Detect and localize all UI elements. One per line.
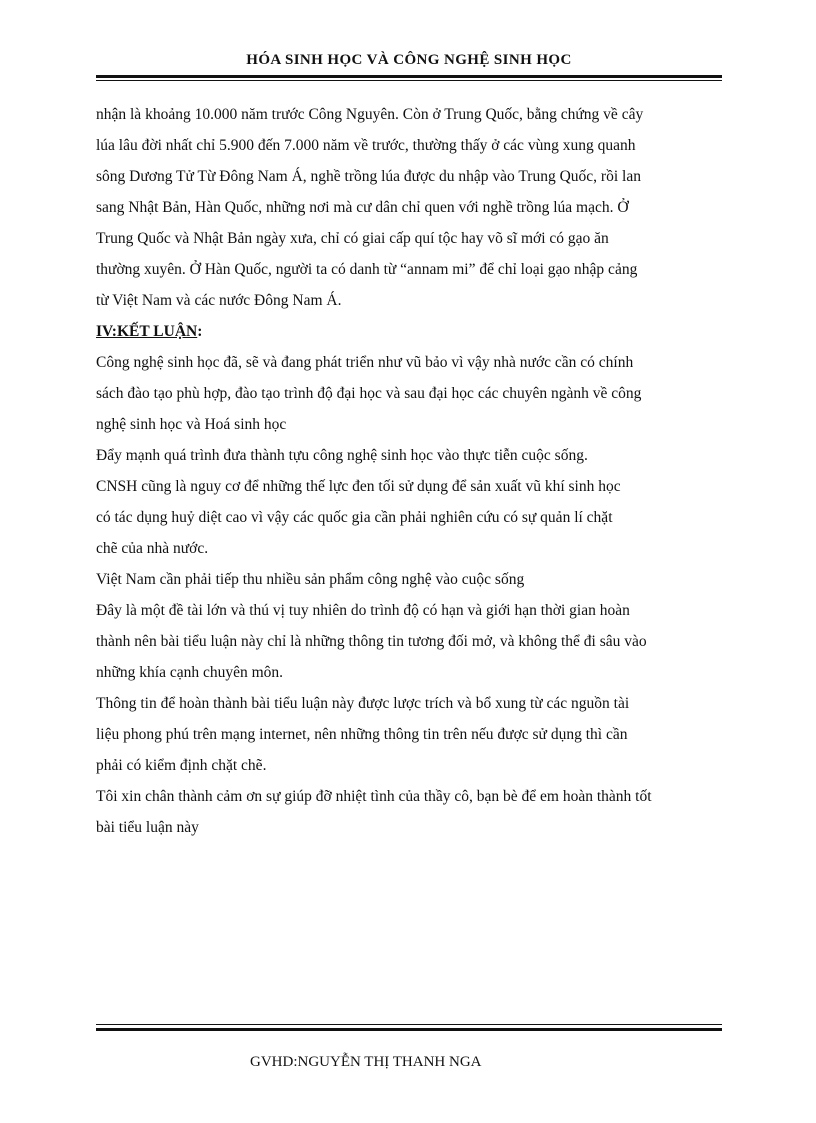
conclusion-line: Việt Nam cần phải tiếp thu nhiều sản phẩm công nghệ vào cuộc sống	[96, 571, 525, 588]
body-line: lúa lâu đời nhất chỉ 5.900 đến 7.000 năm về trước, thường thấy ở các vùng xung quanh	[96, 137, 636, 154]
conclusion-line: chẽ của nhà nước.	[96, 540, 209, 557]
advisor-name: GVHD:NGUYỄN THỊ THANH NGA	[250, 1054, 482, 1070]
page-title: HÓA SINH HỌC VÀ CÔNG NGHỆ SINH HỌC	[246, 52, 572, 68]
conclusion-line: Công nghệ sinh học đã, sẽ và đang phát triển như vũ bảo vì vậy nhà nước cần có chính	[96, 354, 634, 371]
conclusion-line: thành nên bài tiểu luận này chỉ là những thông tin tương đối mở, và không thể đi sâu vào	[96, 633, 647, 650]
conclusion-line: Đây là một đề tài lớn và thú vị tuy nhiên do trình độ có hạn và giới hạn thời gian hoàn	[96, 602, 630, 619]
conclusion-line: Thông tin để hoàn thành bài tiểu luận này được lược trích và bổ xung từ các nguồn tài	[96, 695, 630, 712]
body-line: từ Việt Nam và các nước Đông Nam Á.	[96, 292, 342, 309]
conclusion-line: những khía cạnh chuyên môn.	[96, 664, 284, 681]
conclusion-line: nghệ sinh học và Hoá sinh học	[96, 416, 287, 433]
body-line: sang Nhật Bản, Hàn Quốc, những nơi mà cư dân chỉ quen với nghề trồng lúa mạch. Ở	[96, 199, 629, 216]
section-heading	[96, 316, 722, 347]
header-rule-thin	[96, 80, 722, 81]
header-rule-thick	[96, 75, 722, 78]
footer-rule-thick	[96, 1028, 722, 1031]
body-line: thường xuyên. Ở Hàn Quốc, người ta có danh từ “annam mi” để chỉ loại gạo nhập cảng	[96, 261, 638, 278]
section-heading-colon: :	[197, 323, 203, 340]
conclusion-line: phải có kiểm định chặt chẽ.	[96, 757, 267, 774]
conclusion-line: có tác dụng huỷ diệt cao vì vậy các quốc gia cần phải nghiên cứu có sự quản lí chặt	[96, 509, 613, 526]
conclusion-line: bài tiểu luận này	[96, 819, 199, 836]
conclusion-line: Đẩy mạnh quá trình đưa thành tựu công nghệ sinh học vào thực tiễn cuộc sống.	[96, 447, 588, 464]
conclusion-line: Tôi xin chân thành cảm ơn sự giúp đỡ nhiệt tình của thầy cô, bạn bè để em hoàn thành tốt	[96, 788, 652, 805]
body-line: Trung Quốc và Nhật Bản ngày xưa, chỉ có giai cấp quí tộc hay võ sĩ mới có gạo ăn	[96, 230, 609, 247]
conclusion-line: sách đào tạo phù hợp, đào tạo trình độ đại học và sau đại học các chuyên ngành về công	[96, 385, 642, 402]
conclusion-line: liệu phong phú trên mạng internet, nên những thông tin trên nếu được sử dụng thì cần	[96, 726, 628, 743]
footer-rule-thin	[96, 1024, 722, 1025]
body-line: sông Dương Tử Từ Đông Nam Á, nghề trồng lúa được du nhập vào Trung Quốc, rồi lan	[96, 168, 641, 185]
conclusion-line: CNSH cũng là nguy cơ để những thế lực đen tối sử dụng để sản xuất vũ khí sinh học	[96, 478, 621, 495]
section-heading-text: IV:KẾT LUẬN	[96, 323, 198, 340]
body-line: nhận là khoảng 10.000 năm trước Công Nguyên. Còn ở Trung Quốc, bằng chứng về cây	[96, 106, 644, 123]
document-body	[96, 99, 722, 843]
